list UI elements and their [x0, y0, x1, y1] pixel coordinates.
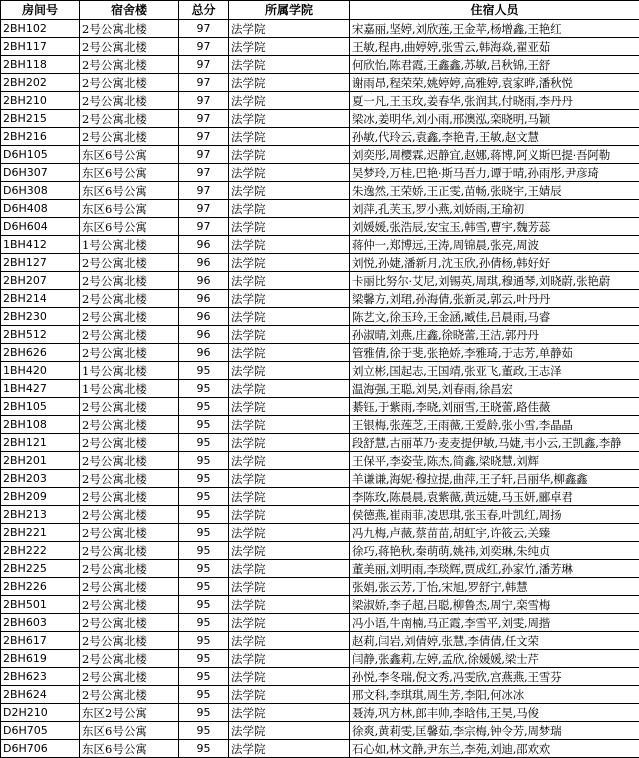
table-row	[1, 596, 639, 614]
college-cell: 法学院	[229, 344, 350, 362]
room-cell: 2BH221	[1, 524, 80, 542]
room-cell: D6H308	[1, 182, 80, 200]
residents-cell: 王敏,程冉,曲婷婷,张雪云,韩海焱,翟亚茹	[350, 38, 639, 56]
college-cell: 法学院	[229, 110, 350, 128]
room-cell: 2BH225	[1, 560, 80, 578]
residents-cell: 冯九梅,卢薇,蔡苗苗,胡虹宇,许筱云,关臻	[350, 524, 639, 542]
score-cell: 97	[179, 38, 229, 56]
score-cell: 97	[179, 218, 229, 236]
score-cell: 95	[179, 542, 229, 560]
score-cell: 97	[179, 128, 229, 146]
college-cell: 法学院	[229, 434, 350, 452]
college-cell: 法学院	[229, 308, 350, 326]
building-cell: 2号公寓北楼	[80, 686, 179, 704]
room-cell: 2BH207	[1, 272, 80, 290]
room-cell: 2BH121	[1, 434, 80, 452]
residents-cell: 段舒慧,古丽革乃·麦麦提伊敏,马婕,韦小云,王凯鑫,李静	[350, 434, 639, 452]
table-row	[1, 182, 639, 200]
score-cell: 95	[179, 452, 229, 470]
residents-cell: 谢雨昂,程荣荣,姚婷婷,高雅婷,袁家晔,潘秋悦	[350, 74, 639, 92]
college-cell: 法学院	[229, 578, 350, 596]
table-row	[1, 398, 639, 416]
college-cell: 法学院	[229, 686, 350, 704]
score-cell: 97	[179, 92, 229, 110]
building-cell: 1号公寓北楼	[80, 380, 179, 398]
table-row	[1, 722, 639, 740]
score-cell: 95	[179, 686, 229, 704]
residents-cell: 刘奕彤,周樱霖,迟静宜,赵娜,蒋博,阿义斯巴提·吾阿勒	[350, 146, 639, 164]
room-cell: 2BH619	[1, 650, 80, 668]
table-row	[1, 362, 639, 380]
room-cell: 2BH209	[1, 488, 80, 506]
room-cell: 2BH118	[1, 56, 80, 74]
college-cell: 法学院	[229, 362, 350, 380]
residents-cell: 邢文科,李琪琪,周生芳,李阳,何冰冰	[350, 686, 639, 704]
building-cell: 2号公寓北楼	[80, 524, 179, 542]
building-cell: 2号公寓北楼	[80, 398, 179, 416]
residents-cell: 王保平,李姿莹,陈杰,简鑫,梁晓慧,刘辉	[350, 452, 639, 470]
table-row	[1, 254, 639, 272]
room-cell: D6H706	[1, 740, 80, 758]
building-cell: 2号公寓北楼	[80, 470, 179, 488]
building-cell: 2号公寓北楼	[80, 326, 179, 344]
building-cell: 1号公寓北楼	[80, 362, 179, 380]
score-cell: 95	[179, 614, 229, 632]
room-cell: D6H408	[1, 200, 80, 218]
building-cell: 2号公寓北楼	[80, 452, 179, 470]
residents-cell: 吴梦玲,万桂,巴艳·斯马吾力,谭于晴,孙雨彤,尹彦琦	[350, 164, 639, 182]
college-cell: 法学院	[229, 56, 350, 74]
room-cell: 2BH127	[1, 254, 80, 272]
score-cell: 97	[179, 20, 229, 38]
residents-cell: 梁冰,姜明华,刘小雨,邢澳泓,栾晓明,马颖	[350, 110, 639, 128]
table-row	[1, 290, 639, 308]
residents-cell: 刘媛媛,张浩辰,安宝玉,韩雪,曹宇,魏芳蕊	[350, 218, 639, 236]
score-cell: 96	[179, 344, 229, 362]
building-cell: 东区6号公寓	[80, 146, 179, 164]
room-cell: 2BH501	[1, 596, 80, 614]
college-cell: 法学院	[229, 542, 350, 560]
table-row	[1, 200, 639, 218]
table-row	[1, 56, 639, 74]
table-row	[1, 308, 639, 326]
building-cell: 2号公寓北楼	[80, 272, 179, 290]
building-cell: 2号公寓北楼	[80, 92, 179, 110]
college-cell: 法学院	[229, 740, 350, 758]
building-cell: 2号公寓北楼	[80, 434, 179, 452]
residents-cell: 綦钰,于紫雨,李晓,刘丽雪,王晓蕾,路佳薇	[350, 398, 639, 416]
college-cell: 法学院	[229, 452, 350, 470]
residents-cell: 冯小语,牛南楠,马正霞,李雪平,刘雯,周揩	[350, 614, 639, 632]
residents-cell: 管雅倩,徐于斐,张艳娇,李雅琦,于志芳,单静茹	[350, 344, 639, 362]
residents-cell: 张娟,张云芳,丁怡,宋旭,罗舒宁,韩慧	[350, 578, 639, 596]
score-cell: 95	[179, 596, 229, 614]
residents-cell: 董美丽,刘明雨,李琰辉,贾成红,孙家竹,潘芳琳	[350, 560, 639, 578]
building-cell: 2号公寓北楼	[80, 560, 179, 578]
table-row	[1, 326, 639, 344]
score-cell: 97	[179, 74, 229, 92]
building-cell: 东区2号公寓	[80, 704, 179, 722]
score-cell: 96	[179, 290, 229, 308]
college-cell: 法学院	[229, 236, 350, 254]
room-cell: 2BH105	[1, 398, 80, 416]
college-cell: 法学院	[229, 272, 350, 290]
room-cell: 2BH201	[1, 452, 80, 470]
college-cell: 法学院	[229, 254, 350, 272]
college-cell: 法学院	[229, 326, 350, 344]
college-cell: 法学院	[229, 380, 350, 398]
score-cell: 95	[179, 740, 229, 758]
table-row	[1, 578, 639, 596]
college-cell: 法学院	[229, 38, 350, 56]
table-body	[1, 20, 639, 758]
residents-cell: 刘萍,孔芙玉,罗小燕,刘娇雨,王瑜初	[350, 200, 639, 218]
college-cell: 法学院	[229, 164, 350, 182]
college-cell: 法学院	[229, 632, 350, 650]
table-row	[1, 632, 639, 650]
building-cell: 2号公寓北楼	[80, 632, 179, 650]
college-cell: 法学院	[229, 488, 350, 506]
score-cell: 95	[179, 722, 229, 740]
building-cell: 东区6号公寓	[80, 218, 179, 236]
room-cell: 2BH617	[1, 632, 80, 650]
table-row	[1, 146, 639, 164]
college-cell: 法学院	[229, 92, 350, 110]
table-row	[1, 470, 639, 488]
building-cell: 2号公寓北楼	[80, 650, 179, 668]
score-cell: 97	[179, 164, 229, 182]
score-cell: 95	[179, 632, 229, 650]
room-cell: 2BH230	[1, 308, 80, 326]
room-cell: D6H705	[1, 722, 80, 740]
score-cell: 95	[179, 506, 229, 524]
room-cell: 1BH427	[1, 380, 80, 398]
building-cell: 东区6号公寓	[80, 200, 179, 218]
building-cell: 2号公寓北楼	[80, 614, 179, 632]
score-cell: 97	[179, 200, 229, 218]
table-row	[1, 650, 639, 668]
college-cell: 法学院	[229, 200, 350, 218]
residents-cell: 梁馨方,刘珺,孙海倩,张新灵,郭云,叶丹丹	[350, 290, 639, 308]
table-row	[1, 164, 639, 182]
room-cell: 2BH210	[1, 92, 80, 110]
room-cell: 1BH420	[1, 362, 80, 380]
building-cell: 2号公寓北楼	[80, 38, 179, 56]
room-cell: 2BH117	[1, 38, 80, 56]
score-cell: 95	[179, 362, 229, 380]
room-cell: D2H210	[1, 704, 80, 722]
building-cell: 东区6号公寓	[80, 740, 179, 758]
room-cell: D6H604	[1, 218, 80, 236]
room-cell: 2BH203	[1, 470, 80, 488]
building-cell: 2号公寓北楼	[80, 110, 179, 128]
residents-cell: 夏一凡,王玉玫,姜春华,张润其,付晓雨,李丹丹	[350, 92, 639, 110]
college-cell: 法学院	[229, 290, 350, 308]
score-cell: 95	[179, 398, 229, 416]
college-cell: 法学院	[229, 524, 350, 542]
college-cell: 法学院	[229, 614, 350, 632]
room-cell: 2BH216	[1, 128, 80, 146]
score-cell: 95	[179, 434, 229, 452]
college-cell: 法学院	[229, 560, 350, 578]
room-cell: D6H105	[1, 146, 80, 164]
residents-cell: 李陈玫,陈晨晨,袁紫薇,黄远婕,马玉妍,郦卓君	[350, 488, 639, 506]
table-row	[1, 614, 639, 632]
table-row	[1, 434, 639, 452]
building-cell: 2号公寓北楼	[80, 488, 179, 506]
college-cell: 法学院	[229, 722, 350, 740]
score-cell: 95	[179, 524, 229, 542]
room-cell: 2BH214	[1, 290, 80, 308]
residents-cell: 梁淑娇,李子超,吕聪,柳鲁杰,周宁,栾雪梅	[350, 596, 639, 614]
room-cell: 2BH213	[1, 506, 80, 524]
header-row	[1, 1, 639, 20]
room-cell: 2BH512	[1, 326, 80, 344]
score-cell: 97	[179, 182, 229, 200]
score-cell: 95	[179, 470, 229, 488]
building-cell: 东区6号公寓	[80, 164, 179, 182]
building-cell: 2号公寓北楼	[80, 542, 179, 560]
table-row	[1, 524, 639, 542]
header-college: 所属学院	[229, 1, 350, 20]
college-cell: 法学院	[229, 182, 350, 200]
score-cell: 95	[179, 560, 229, 578]
room-cell: D6H307	[1, 164, 80, 182]
residents-cell: 孙悦,李冬瑞,倪文秀,冯雯欣,宫燕燕,王雪芬	[350, 668, 639, 686]
building-cell: 2号公寓北楼	[80, 128, 179, 146]
residents-cell: 蒋仲一,郑博远,王涛,周锦晨,张亮,周波	[350, 236, 639, 254]
room-cell: 2BH108	[1, 416, 80, 434]
residents-cell: 赵莉,闫岩,刘倩婷,张慧,李倩倩,任文荣	[350, 632, 639, 650]
building-cell: 2号公寓北楼	[80, 506, 179, 524]
college-cell: 法学院	[229, 74, 350, 92]
header-score: 总分	[179, 1, 229, 20]
college-cell: 法学院	[229, 146, 350, 164]
college-cell: 法学院	[229, 128, 350, 146]
table-row	[1, 272, 639, 290]
table-row	[1, 236, 639, 254]
residents-cell: 宋嘉丽,坚婷,刘欣莲,王金苹,杨增鑫,王艳红	[350, 20, 639, 38]
building-cell: 1号公寓北楼	[80, 236, 179, 254]
college-cell: 法学院	[229, 20, 350, 38]
room-cell: 2BH626	[1, 344, 80, 362]
table-row	[1, 668, 639, 686]
room-cell: 2BH215	[1, 110, 80, 128]
residents-cell: 朱逸然,王荣娇,王正雯,苗畅,张晓宇,王婧辰	[350, 182, 639, 200]
score-cell: 97	[179, 146, 229, 164]
table-row	[1, 20, 639, 38]
building-cell: 2号公寓北楼	[80, 596, 179, 614]
residents-cell: 卡丽比努尔·艾尼,刘锡英,周琪,穆通琴,刘晓蔚,张艳蔚	[350, 272, 639, 290]
score-cell: 96	[179, 308, 229, 326]
table-row	[1, 110, 639, 128]
residents-cell: 羊谦谦,海妮·穆拉提,曲萍,王子轩,吕丽华,柳鑫鑫	[350, 470, 639, 488]
table-row	[1, 686, 639, 704]
residents-cell: 闫静,张鑫莉,左婷,孟欣,徐媛媛,梁士芹	[350, 650, 639, 668]
residents-cell: 孙敏,代玲云,袁鑫,李艳青,王敏,赵文慧	[350, 128, 639, 146]
score-cell: 96	[179, 272, 229, 290]
residents-cell: 陈艺文,徐玉玲,王金涵,臧佳,吕晨雨,马睿	[350, 308, 639, 326]
header-residents: 住宿人员	[350, 1, 639, 20]
score-cell: 95	[179, 578, 229, 596]
room-cell: 2BH624	[1, 686, 80, 704]
table-row	[1, 488, 639, 506]
table-row	[1, 380, 639, 398]
score-cell: 97	[179, 110, 229, 128]
building-cell: 2号公寓北楼	[80, 578, 179, 596]
score-cell: 96	[179, 236, 229, 254]
table-row	[1, 452, 639, 470]
room-cell: 2BH202	[1, 74, 80, 92]
room-cell: 2BH603	[1, 614, 80, 632]
table-row	[1, 74, 639, 92]
college-cell: 法学院	[229, 416, 350, 434]
residents-cell: 侯德燕,崔雨菲,凌思琪,张玉春,叶凯红,周扬	[350, 506, 639, 524]
table-row	[1, 704, 639, 722]
building-cell: 2号公寓北楼	[80, 344, 179, 362]
residents-cell: 温海强,王聪,刘昊,刘春雨,徐昌宏	[350, 380, 639, 398]
college-cell: 法学院	[229, 668, 350, 686]
building-cell: 2号公寓北楼	[80, 20, 179, 38]
college-cell: 法学院	[229, 650, 350, 668]
residents-cell: 刘立彬,国起志,王国靖,张亚飞,董政,王志泽	[350, 362, 639, 380]
room-cell: 1BH412	[1, 236, 80, 254]
residents-cell: 徐爽,黄莉雯,匡馨茹,李宗梅,钟令芳,周梦瑞	[350, 722, 639, 740]
header-room: 房间号	[1, 1, 80, 20]
score-cell: 95	[179, 668, 229, 686]
score-cell: 95	[179, 380, 229, 398]
table-row	[1, 416, 639, 434]
building-cell: 东区6号公寓	[80, 182, 179, 200]
score-cell: 95	[179, 488, 229, 506]
building-cell: 东区6号公寓	[80, 722, 179, 740]
room-cell: 2BH226	[1, 578, 80, 596]
building-cell: 2号公寓北楼	[80, 668, 179, 686]
room-cell: 2BH102	[1, 20, 80, 38]
college-cell: 法学院	[229, 506, 350, 524]
room-cell: 2BH222	[1, 542, 80, 560]
college-cell: 法学院	[229, 704, 350, 722]
college-cell: 法学院	[229, 398, 350, 416]
table-row	[1, 128, 639, 146]
table-row	[1, 344, 639, 362]
score-cell: 96	[179, 326, 229, 344]
residents-cell: 刘悦,孙婕,潘新月,沈玉欣,孙倩杨,韩好好	[350, 254, 639, 272]
score-cell: 97	[179, 56, 229, 74]
room-cell: 2BH623	[1, 668, 80, 686]
residents-cell: 聂涛,巩方林,郎丰帅,李晗伟,王昊,马俊	[350, 704, 639, 722]
college-cell: 法学院	[229, 596, 350, 614]
building-cell: 2号公寓北楼	[80, 254, 179, 272]
table-row	[1, 740, 639, 758]
building-cell: 2号公寓北楼	[80, 416, 179, 434]
college-cell: 法学院	[229, 218, 350, 236]
table-row	[1, 218, 639, 236]
residents-cell: 孙淑晴,刘燕,庄鑫,徐晓蕾,王洁,郭丹丹	[350, 326, 639, 344]
residents-cell: 王银梅,张莲芝,王雨薇,王爱龄,张小雪,李晶晶	[350, 416, 639, 434]
college-cell: 法学院	[229, 470, 350, 488]
residents-cell: 何欣怡,陈君霞,王鑫鑫,苏敏,吕秋锦,王舒	[350, 56, 639, 74]
building-cell: 2号公寓北楼	[80, 290, 179, 308]
score-cell: 95	[179, 650, 229, 668]
table-row	[1, 506, 639, 524]
table-row	[1, 542, 639, 560]
table-row	[1, 92, 639, 110]
residents-cell: 石心如,林文静,尹东兰,李苑,刘迪,邵欢欢	[350, 740, 639, 758]
table-row	[1, 560, 639, 578]
building-cell: 2号公寓北楼	[80, 308, 179, 326]
table-row	[1, 38, 639, 56]
building-cell: 2号公寓北楼	[80, 74, 179, 92]
header-building: 宿舍楼	[80, 1, 179, 20]
score-cell: 95	[179, 704, 229, 722]
score-cell: 95	[179, 416, 229, 434]
score-cell: 96	[179, 254, 229, 272]
building-cell: 2号公寓北楼	[80, 56, 179, 74]
residents-cell: 徐巧,蒋艳秋,秦萌萌,姚祎,刘奕琳,朱纯贞	[350, 542, 639, 560]
